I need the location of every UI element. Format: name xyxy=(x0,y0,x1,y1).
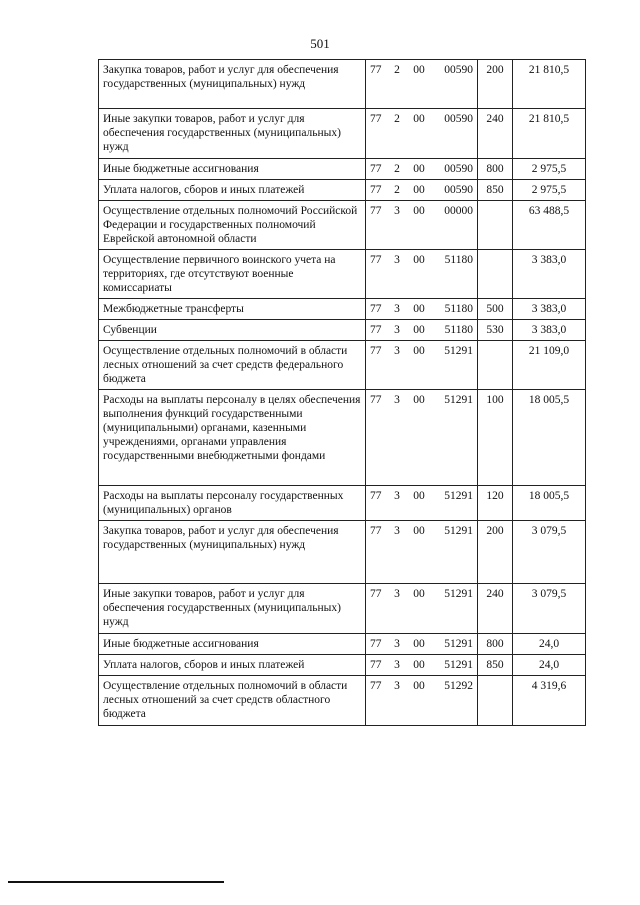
expense-type-cell: 240 xyxy=(478,109,513,159)
program-code-cell xyxy=(366,60,478,109)
main-event-code: 00 xyxy=(413,345,425,357)
program-code-cell xyxy=(366,320,478,341)
main-event-code: 00 xyxy=(413,490,425,502)
subprogram-code: 3 xyxy=(394,303,400,315)
program-code: 77 xyxy=(370,345,382,357)
expense-name-cell: Межбюджетные трансферты xyxy=(99,299,366,320)
program-code-cell xyxy=(366,390,478,486)
program-code-group xyxy=(370,587,473,601)
program-code-group xyxy=(370,393,473,407)
table-row xyxy=(99,180,586,201)
program-code-group xyxy=(370,489,473,503)
subprogram-code: 2 xyxy=(394,113,400,125)
expense-type-cell: 800 xyxy=(478,634,513,655)
expense-name-cell: Иные бюджетные ассигнования xyxy=(99,634,366,655)
direction-code: 51180 xyxy=(444,303,473,315)
expense-name-cell: Иные бюджетные ассигнования xyxy=(99,159,366,180)
main-event-code: 00 xyxy=(413,659,425,671)
program-code-group xyxy=(370,183,473,197)
table-row xyxy=(99,299,586,320)
direction-code: 51180 xyxy=(444,254,473,266)
subprogram-code: 3 xyxy=(394,638,400,650)
main-event-code: 00 xyxy=(413,525,425,537)
table-row xyxy=(99,341,586,390)
program-code-group xyxy=(370,323,473,337)
amount-cell: 24,0 xyxy=(513,655,586,676)
program-code: 77 xyxy=(370,638,382,650)
direction-code: 51291 xyxy=(444,345,473,357)
program-code: 77 xyxy=(370,64,382,76)
program-code: 77 xyxy=(370,254,382,266)
amount-cell: 21 109,0 xyxy=(513,341,586,390)
subprogram-code: 3 xyxy=(394,490,400,502)
program-code: 77 xyxy=(370,490,382,502)
program-code-cell xyxy=(366,159,478,180)
expense-name-cell: Осуществление отдельных полномочий в области лесных отношений за счет средств федерального бюджета xyxy=(99,341,366,390)
amount-cell: 3 079,5 xyxy=(513,584,586,634)
amount-cell: 2 975,5 xyxy=(513,180,586,201)
program-code: 77 xyxy=(370,113,382,125)
program-code-group xyxy=(370,344,473,358)
program-code-group xyxy=(370,112,473,126)
expense-name-cell: Расходы на выплаты персоналу в целях обеспечения выполнения функций государственными (муниципальными) органами, казенными учреждениями, органами управления государственными внебюджетными фондами xyxy=(99,390,366,486)
direction-code: 51291 xyxy=(444,525,473,537)
amount-cell: 18 005,5 xyxy=(513,486,586,521)
expense-name-cell: Осуществление первичного воинского учета на территориях, где отсутствуют военные комиссариаты xyxy=(99,250,366,299)
amount-cell: 2 975,5 xyxy=(513,159,586,180)
subprogram-code: 3 xyxy=(394,394,400,406)
expense-type-cell xyxy=(478,676,513,726)
program-code-cell xyxy=(366,299,478,320)
amount-cell: 3 383,0 xyxy=(513,320,586,341)
expense-name-cell: Уплата налогов, сборов и иных платежей xyxy=(99,655,366,676)
expense-type-cell xyxy=(478,250,513,299)
direction-code: 51291 xyxy=(444,638,473,650)
budget-table xyxy=(98,59,586,726)
amount-cell: 24,0 xyxy=(513,634,586,655)
amount-cell: 3 079,5 xyxy=(513,521,586,584)
subprogram-code: 3 xyxy=(394,324,400,336)
program-code-group xyxy=(370,162,473,176)
program-code: 77 xyxy=(370,205,382,217)
direction-code: 00590 xyxy=(444,113,473,125)
main-event-code: 00 xyxy=(413,64,425,76)
main-event-code: 00 xyxy=(413,184,425,196)
expense-type-cell: 240 xyxy=(478,584,513,634)
table-row xyxy=(99,320,586,341)
direction-code: 00590 xyxy=(444,64,473,76)
table-row xyxy=(99,109,586,159)
main-event-code: 00 xyxy=(413,638,425,650)
table-row xyxy=(99,390,586,486)
table-row xyxy=(99,486,586,521)
amount-cell: 21 810,5 xyxy=(513,109,586,159)
direction-code: 00590 xyxy=(444,184,473,196)
program-code: 77 xyxy=(370,525,382,537)
direction-code: 51292 xyxy=(444,680,473,692)
program-code-cell xyxy=(366,486,478,521)
program-code-cell xyxy=(366,521,478,584)
expense-name-cell: Субвенции xyxy=(99,320,366,341)
program-code-cell xyxy=(366,584,478,634)
program-code: 77 xyxy=(370,680,382,692)
table-row xyxy=(99,521,586,584)
table-row xyxy=(99,60,586,109)
subprogram-code: 3 xyxy=(394,254,400,266)
expense-type-cell: 120 xyxy=(478,486,513,521)
program-code-group xyxy=(370,524,473,538)
expense-name-cell: Иные закупки товаров, работ и услуг для обеспечения государственных (муниципальных) нужд xyxy=(99,109,366,159)
expense-name-cell: Расходы на выплаты персоналу государственных (муниципальных) органов xyxy=(99,486,366,521)
expense-name-cell: Закупка товаров, работ и услуг для обеспечения государственных (муниципальных) нужд xyxy=(99,521,366,584)
expense-name-cell: Закупка товаров, работ и услуг для обеспечения государственных (муниципальных) нужд xyxy=(99,60,366,109)
expense-name-cell: Иные закупки товаров, работ и услуг для обеспечения государственных (муниципальных) нужд xyxy=(99,584,366,634)
direction-code: 51291 xyxy=(444,490,473,502)
subprogram-code: 2 xyxy=(394,163,400,175)
program-code: 77 xyxy=(370,659,382,671)
expense-type-cell: 850 xyxy=(478,180,513,201)
program-code-cell xyxy=(366,655,478,676)
page-number: 501 xyxy=(310,36,330,51)
direction-code: 51291 xyxy=(444,394,473,406)
expense-type-cell: 800 xyxy=(478,159,513,180)
main-event-code: 00 xyxy=(413,324,425,336)
program-code-group xyxy=(370,253,473,267)
expense-type-cell: 100 xyxy=(478,390,513,486)
subprogram-code: 3 xyxy=(394,205,400,217)
amount-cell: 63 488,5 xyxy=(513,201,586,250)
direction-code: 00590 xyxy=(444,163,473,175)
expense-type-cell: 850 xyxy=(478,655,513,676)
program-code-cell xyxy=(366,250,478,299)
subprogram-code: 2 xyxy=(394,184,400,196)
main-event-code: 00 xyxy=(413,394,425,406)
direction-code: 51291 xyxy=(444,659,473,671)
program-code-cell xyxy=(366,180,478,201)
main-event-code: 00 xyxy=(413,113,425,125)
budget-table-body xyxy=(99,60,586,726)
subprogram-code: 3 xyxy=(394,659,400,671)
amount-cell: 4 319,6 xyxy=(513,676,586,726)
table-row xyxy=(99,250,586,299)
table-row xyxy=(99,634,586,655)
subprogram-code: 3 xyxy=(394,588,400,600)
table-row xyxy=(99,655,586,676)
expense-type-cell: 200 xyxy=(478,521,513,584)
program-code-cell xyxy=(366,109,478,159)
expense-name-cell: Уплата налогов, сборов и иных платежей xyxy=(99,180,366,201)
subprogram-code: 3 xyxy=(394,345,400,357)
direction-code: 00000 xyxy=(444,205,473,217)
program-code-group xyxy=(370,63,473,77)
subprogram-code: 3 xyxy=(394,525,400,537)
program-code: 77 xyxy=(370,588,382,600)
expense-name-cell: Осуществление отдельных полномочий Российской Федерации и государственных полномочий Еврейской автономной области xyxy=(99,201,366,250)
subprogram-code: 2 xyxy=(394,64,400,76)
program-code-group xyxy=(370,679,473,693)
expense-name-cell: Осуществление отдельных полномочий в области лесных отношений за счет средств областного бюджета xyxy=(99,676,366,726)
main-event-code: 00 xyxy=(413,254,425,266)
expense-type-cell xyxy=(478,341,513,390)
program-code-group xyxy=(370,658,473,672)
program-code: 77 xyxy=(370,163,382,175)
program-code: 77 xyxy=(370,394,382,406)
expense-type-cell: 530 xyxy=(478,320,513,341)
table-row xyxy=(99,201,586,250)
expense-type-cell: 500 xyxy=(478,299,513,320)
program-code-group xyxy=(370,637,473,651)
program-code-cell xyxy=(366,634,478,655)
direction-code: 51291 xyxy=(444,588,473,600)
amount-cell: 21 810,5 xyxy=(513,60,586,109)
main-event-code: 00 xyxy=(413,588,425,600)
direction-code: 51180 xyxy=(444,324,473,336)
program-code-cell xyxy=(366,201,478,250)
main-event-code: 00 xyxy=(413,205,425,217)
main-event-code: 00 xyxy=(413,680,425,692)
program-code: 77 xyxy=(370,303,382,315)
table-row xyxy=(99,676,586,726)
table-row xyxy=(99,159,586,180)
table-row xyxy=(99,584,586,634)
program-code-cell xyxy=(366,676,478,726)
amount-cell: 3 383,0 xyxy=(513,250,586,299)
main-event-code: 00 xyxy=(413,303,425,315)
expense-type-cell xyxy=(478,201,513,250)
footer-rule xyxy=(8,881,224,883)
amount-cell: 18 005,5 xyxy=(513,390,586,486)
main-event-code: 00 xyxy=(413,163,425,175)
program-code-group xyxy=(370,204,473,218)
program-code: 77 xyxy=(370,184,382,196)
program-code-group xyxy=(370,302,473,316)
program-code-cell xyxy=(366,341,478,390)
amount-cell: 3 383,0 xyxy=(513,299,586,320)
program-code: 77 xyxy=(370,324,382,336)
subprogram-code: 3 xyxy=(394,680,400,692)
expense-type-cell: 200 xyxy=(478,60,513,109)
